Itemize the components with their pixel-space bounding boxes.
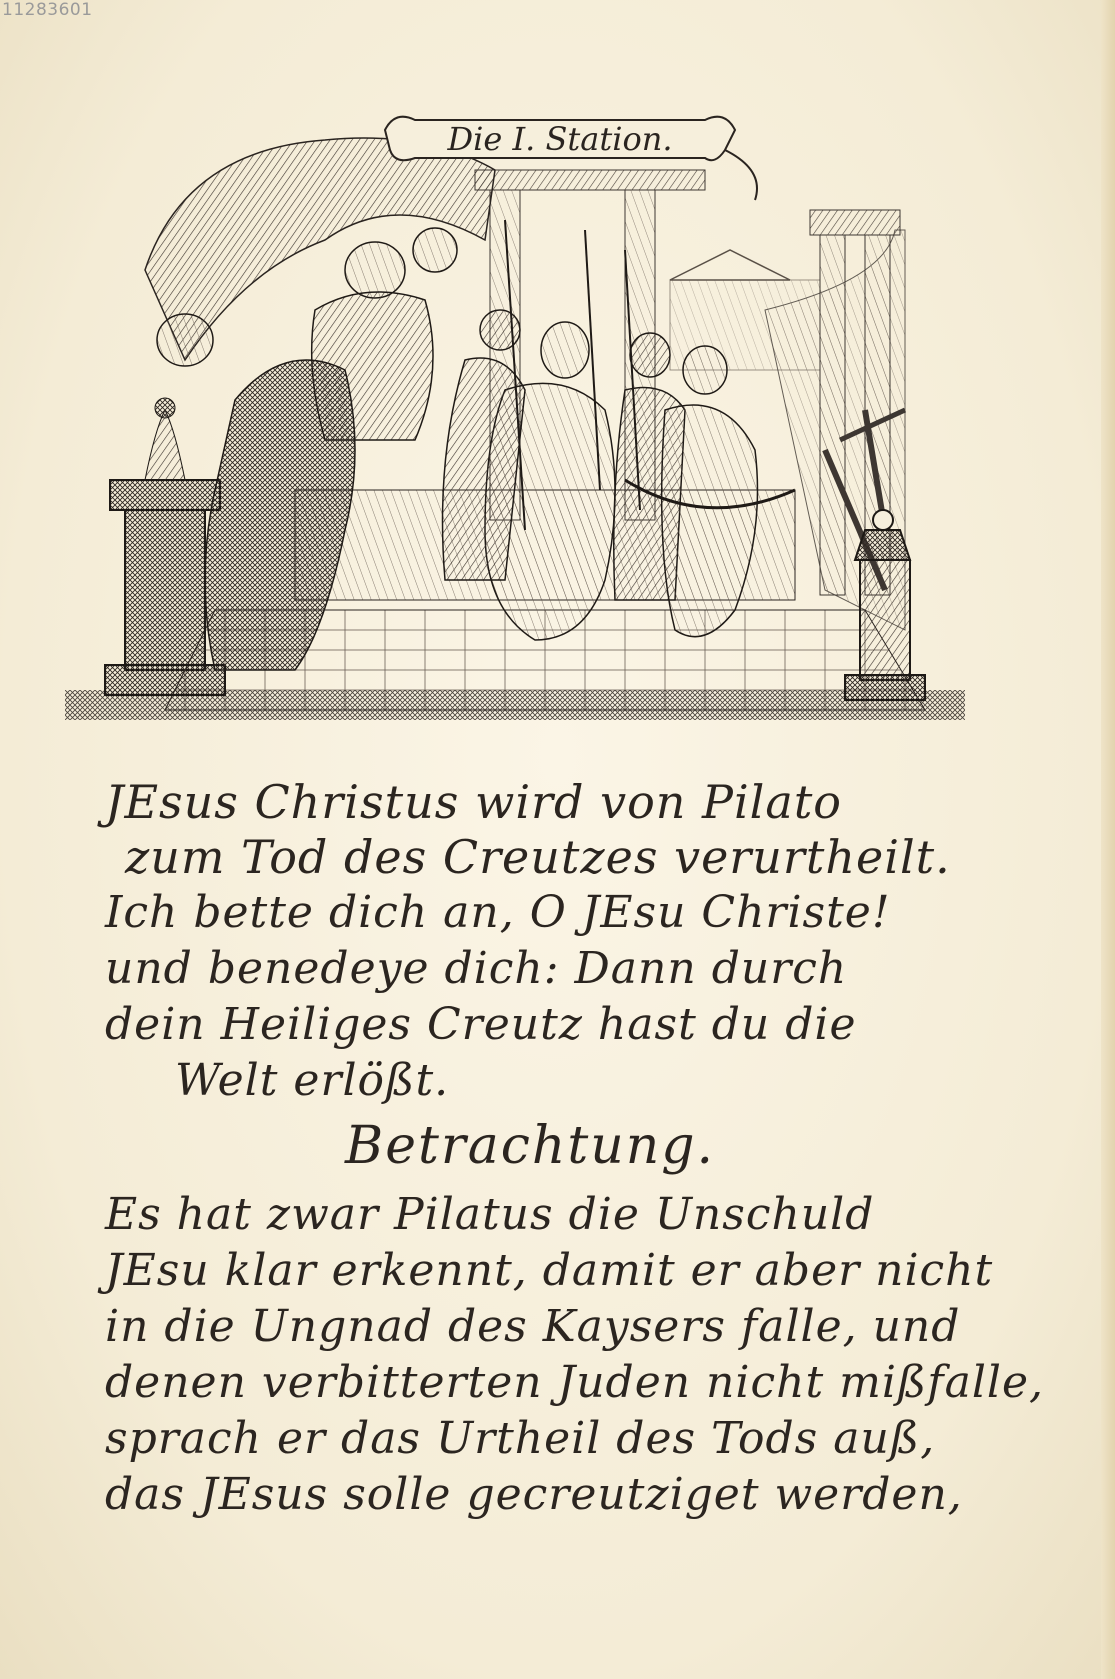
page-text bbox=[105, 775, 1044, 1523]
page-edge bbox=[1101, 0, 1115, 1679]
prayer-line: dein Heiliges Creutz hast du die bbox=[105, 999, 857, 1050]
page-id-label: 11283601 bbox=[2, 0, 93, 20]
prayer-line: Ich bette dich an, O JEsu Christe! bbox=[105, 887, 891, 938]
station-title bbox=[105, 775, 1005, 885]
meditation-line: denen verbitterten Juden nicht mißfalle, bbox=[105, 1357, 1044, 1408]
meditation-heading: Betrachtung. bbox=[345, 1116, 716, 1176]
meditation-line: sprach er das Urtheil des Tods auß, bbox=[105, 1413, 936, 1464]
meditation bbox=[105, 1187, 1044, 1523]
prayer bbox=[105, 885, 1005, 1109]
prayer-line: und benedeye dich: Dann durch bbox=[105, 943, 848, 994]
meditation-line: JEsu klar erkennt, damit er aber nicht bbox=[105, 1245, 994, 1296]
prayer-line: Welt erlößt. bbox=[175, 1055, 450, 1106]
banner-text: Die I. Station. bbox=[447, 120, 673, 158]
meditation-line: Es hat zwar Pilatus die Unschuld bbox=[105, 1189, 875, 1240]
station-engraving bbox=[65, 110, 1045, 770]
meditation-line: das JEsus solle gecreutziget werden, bbox=[105, 1469, 963, 1520]
title-line: JEsus Christus wird von Pilato bbox=[105, 775, 843, 829]
meditation-line: in die Ungnad des Kaysers falle, und bbox=[105, 1301, 961, 1352]
title-line: zum Tod des Creutzes verurtheilt. bbox=[125, 830, 951, 884]
